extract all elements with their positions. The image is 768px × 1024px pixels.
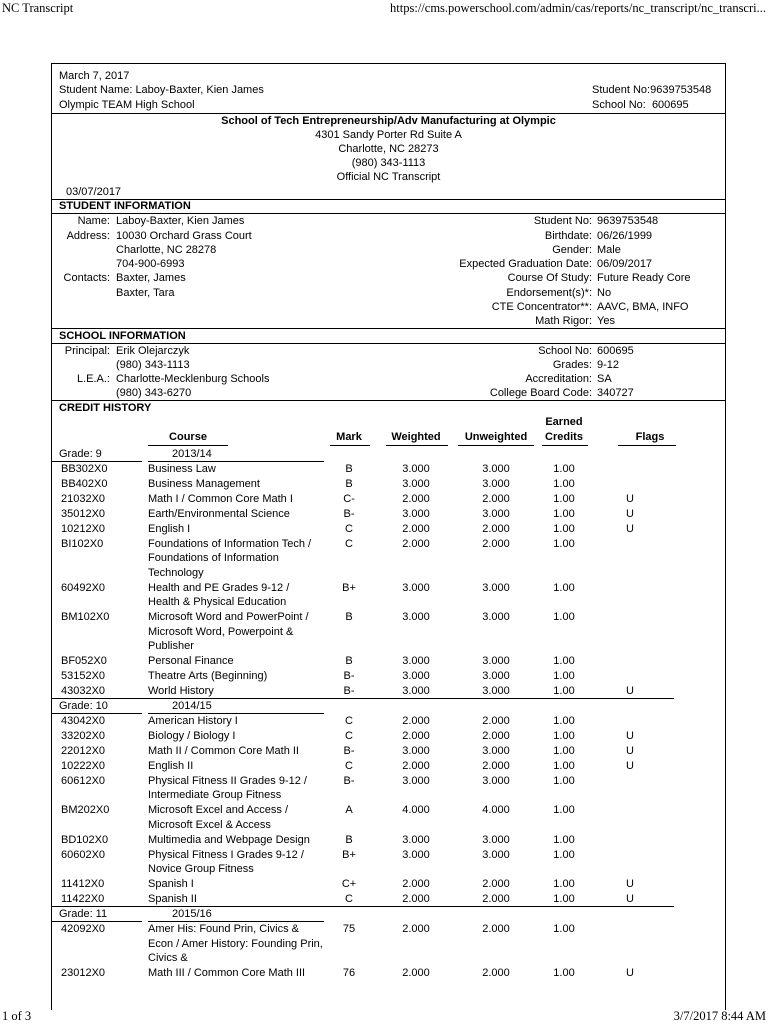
student-name: Laboy-Baxter, Kien James bbox=[116, 215, 245, 227]
course-code: 43042X0 bbox=[61, 715, 106, 727]
document-title: Official NC Transcript bbox=[336, 171, 441, 183]
course-weighted: 3.000 bbox=[402, 833, 430, 846]
col-underline bbox=[542, 445, 588, 446]
course-weighted: 2.000 bbox=[402, 878, 430, 891]
col-underline bbox=[618, 445, 676, 446]
course-flag: U bbox=[626, 730, 634, 742]
print-timestamp: 3/7/2017 8:44 AM bbox=[673, 1009, 766, 1023]
course-credits: 1.00 bbox=[553, 523, 575, 535]
school-info-heading: SCHOOL INFORMATION bbox=[59, 330, 186, 342]
course-name: Math II / Common Core Math II bbox=[148, 745, 299, 757]
course-credits: 1.00 bbox=[553, 655, 575, 667]
math-rigor: Yes bbox=[597, 315, 615, 327]
contact-2: Baxter, Tara bbox=[116, 287, 175, 299]
course-weighted: 4.000 bbox=[402, 804, 430, 817]
course-credits: 1.00 bbox=[553, 611, 575, 624]
course-credits: 1.00 bbox=[553, 848, 575, 861]
print-header bbox=[0, 0, 768, 20]
transcript-sheet bbox=[51, 63, 726, 1010]
label-endorsements: Endorsement(s)*: bbox=[506, 287, 592, 299]
course-code: BB302X0 bbox=[61, 463, 108, 475]
course-name: English II bbox=[148, 760, 194, 772]
college-board-code: 340727 bbox=[597, 387, 634, 399]
course-code: 11422X0 bbox=[61, 893, 105, 906]
course-unweighted: 3.000 bbox=[482, 685, 510, 697]
col-underline bbox=[386, 445, 448, 446]
course-code: 53152X0 bbox=[61, 670, 106, 682]
course-weighted: 2.000 bbox=[402, 923, 430, 936]
lea-phone: (980) 343-6270 bbox=[116, 387, 192, 399]
course-unweighted: 3.000 bbox=[482, 848, 510, 861]
course-name: Theatre Arts (Beginning) bbox=[148, 670, 268, 682]
course-code: 10222X0 bbox=[61, 760, 106, 772]
course-code: BM102X0 bbox=[61, 611, 110, 624]
label-gender: Gender: bbox=[552, 244, 592, 256]
label-cte-concentrator: CTE Concentrator**: bbox=[491, 301, 592, 313]
course-unweighted: 2.000 bbox=[482, 730, 510, 742]
course-mark: 76 bbox=[342, 967, 356, 979]
course-credits: 1.00 bbox=[553, 581, 575, 594]
course-unweighted: 2.000 bbox=[482, 967, 510, 979]
course-code: BM202X0 bbox=[61, 804, 110, 817]
course-unweighted: 3.000 bbox=[482, 463, 510, 475]
course-credits: 1.00 bbox=[553, 893, 575, 906]
course-code: 23012X0 bbox=[61, 967, 106, 979]
school-address-1: 4301 Sandy Porter Rd Suite A bbox=[315, 129, 462, 141]
student-phone: 704-900-6993 bbox=[116, 258, 185, 270]
label-student-no: Student No: bbox=[533, 215, 592, 227]
course-unweighted: 3.000 bbox=[482, 508, 510, 520]
course-code: 60612X0 bbox=[61, 775, 106, 787]
label-accreditation: Accreditation: bbox=[525, 373, 592, 385]
course-credits: 1.00 bbox=[553, 685, 575, 697]
student-no: 9639753548 bbox=[597, 215, 659, 227]
course-weighted: 3.000 bbox=[402, 775, 430, 787]
course-flag: U bbox=[626, 685, 634, 697]
course-mark: A bbox=[345, 804, 353, 817]
grade-end-line bbox=[52, 906, 674, 907]
course-mark: B bbox=[345, 478, 353, 490]
course-unweighted: 3.000 bbox=[482, 745, 510, 757]
course-mark: B+ bbox=[342, 581, 356, 594]
grade-end-line bbox=[52, 698, 674, 699]
transcript-date: 03/07/2017 bbox=[66, 186, 122, 198]
print-footer bbox=[0, 1009, 768, 1024]
course-weighted: 2.000 bbox=[402, 523, 430, 535]
course-credits: 1.00 bbox=[553, 878, 575, 891]
address-line-1: 10030 Orchard Grass Court bbox=[116, 230, 252, 242]
course-code: 42092X0 bbox=[61, 923, 106, 936]
label-name: Name: bbox=[77, 215, 110, 227]
course-weighted: 3.000 bbox=[402, 611, 430, 624]
course-weighted: 2.000 bbox=[402, 493, 430, 505]
course-name: Physical Fitness II Grades 9-12 / Intermediate Group Fitness bbox=[148, 775, 307, 802]
label-school-no: School No: bbox=[538, 345, 592, 357]
course-name: Math III / Common Core Math III bbox=[148, 967, 306, 979]
grade-label: Grade: 9 bbox=[59, 448, 102, 460]
course-weighted: 3.000 bbox=[402, 508, 430, 520]
course-weighted: 3.000 bbox=[402, 478, 430, 490]
course-flag: U bbox=[626, 508, 634, 520]
course-weighted: 3.000 bbox=[402, 745, 430, 757]
course-flag: U bbox=[626, 523, 634, 535]
course-credits: 1.00 bbox=[553, 833, 575, 846]
course-name: Foundations of Information Tech / Foundations of Information Technology bbox=[148, 538, 312, 579]
grade-year: 2015/16 bbox=[172, 908, 212, 921]
course-mark: C bbox=[345, 523, 353, 535]
course-code: 11412X0 bbox=[61, 878, 105, 891]
col-mark: Mark bbox=[336, 431, 362, 443]
col-weighted: Weighted bbox=[391, 431, 441, 443]
course-weighted: 3.000 bbox=[402, 463, 430, 475]
course-of-study: Future Ready Core bbox=[597, 272, 691, 284]
course-unweighted: 3.000 bbox=[482, 655, 510, 667]
course-credits: 1.00 bbox=[553, 478, 575, 490]
course-unweighted: 4.000 bbox=[482, 804, 510, 817]
course-mark: C+ bbox=[341, 878, 357, 891]
contact-1: Baxter, James bbox=[116, 272, 186, 284]
grades: 9-12 bbox=[597, 359, 620, 371]
accreditation: SA bbox=[597, 373, 612, 385]
report-date: March 7, 2017 bbox=[59, 70, 130, 82]
label-grades: Grades: bbox=[552, 359, 592, 371]
course-unweighted: 3.000 bbox=[482, 833, 510, 846]
col-underline bbox=[330, 445, 370, 446]
label-contacts: Contacts: bbox=[63, 272, 110, 284]
course-unweighted: 2.000 bbox=[482, 893, 510, 906]
label-graduation-date: Expected Graduation Date: bbox=[459, 258, 592, 270]
col-underline bbox=[148, 445, 228, 446]
col-flags: Flags bbox=[635, 431, 665, 443]
course-code: 60602X0 bbox=[61, 848, 106, 861]
col-credits: Credits bbox=[545, 431, 583, 443]
course-name: Physical Fitness I Grades 9-12 / Novice Group Fitness bbox=[148, 848, 304, 876]
course-unweighted: 2.000 bbox=[482, 493, 510, 505]
course-weighted: 2.000 bbox=[402, 538, 430, 550]
course-mark: B bbox=[345, 655, 353, 667]
school-phone: (980) 343-1113 bbox=[351, 157, 426, 169]
col-course: Course bbox=[169, 431, 207, 443]
course-credits: 1.00 bbox=[553, 493, 575, 505]
course-name: Amer His: Found Prin, Civics & Econ / Amer History: Founding Prin, Civics & bbox=[148, 923, 323, 964]
label-course-of-study: Course Of Study: bbox=[507, 272, 592, 284]
label-lea: L.E.A.: bbox=[76, 373, 110, 385]
gender: Male bbox=[597, 244, 621, 256]
course-mark: C- bbox=[343, 493, 355, 505]
course-mark: B- bbox=[343, 685, 355, 697]
header-student-no: Student No:9639753548 bbox=[592, 84, 712, 96]
credit-history-heading: CREDIT HISTORY bbox=[59, 402, 152, 414]
course-weighted: 3.000 bbox=[402, 685, 430, 697]
course-credits: 1.00 bbox=[553, 538, 575, 550]
course-unweighted: 2.000 bbox=[482, 538, 510, 550]
course-code: 21032X0 bbox=[61, 493, 106, 505]
course-mark: B+ bbox=[342, 848, 356, 861]
course-flag: U bbox=[626, 878, 634, 891]
label-address: Address: bbox=[66, 230, 110, 242]
cte-concentrator: AAVC, BMA, INFO bbox=[597, 301, 689, 313]
course-unweighted: 2.000 bbox=[482, 878, 510, 891]
course-mark: B- bbox=[343, 745, 355, 757]
grade-year: 2013/14 bbox=[172, 448, 212, 460]
course-code: 10212X0 bbox=[61, 523, 106, 535]
course-code: BD102X0 bbox=[61, 833, 109, 846]
school-name: School of Tech Entrepreneurship/Adv Manufacturing at Olympic bbox=[221, 115, 556, 127]
course-credits: 1.00 bbox=[553, 463, 575, 475]
course-weighted: 2.000 bbox=[402, 760, 430, 772]
course-credits: 1.00 bbox=[553, 745, 575, 757]
course-name: Business Law bbox=[148, 463, 216, 475]
page-title: NC Transcript bbox=[2, 1, 74, 15]
course-flag: U bbox=[626, 493, 634, 505]
course-name: English I bbox=[148, 523, 191, 535]
course-unweighted: 3.000 bbox=[482, 670, 510, 682]
course-mark: B- bbox=[343, 775, 355, 787]
course-unweighted: 3.000 bbox=[482, 611, 510, 624]
course-name: Math I / Common Core Math I bbox=[148, 493, 293, 505]
principal: Erik Olejarczyk bbox=[116, 345, 190, 357]
course-unweighted: 2.000 bbox=[482, 760, 510, 772]
label-principal: Principal: bbox=[64, 345, 110, 357]
course-code: BF052X0 bbox=[61, 655, 107, 667]
course-name: Health and PE Grades 9-12 / Health & Physical Education bbox=[148, 581, 290, 609]
header-school-name: Olympic TEAM High School bbox=[59, 99, 195, 111]
course-weighted: 2.000 bbox=[402, 893, 430, 906]
course-name: Spanish II bbox=[148, 893, 197, 906]
divider bbox=[52, 400, 725, 401]
course-unweighted: 2.000 bbox=[482, 523, 510, 535]
course-mark: C bbox=[345, 760, 353, 772]
course-weighted: 3.000 bbox=[402, 655, 430, 667]
course-flag: U bbox=[626, 967, 634, 979]
lea: Charlotte-Mecklenburg Schools bbox=[116, 373, 270, 385]
course-weighted: 2.000 bbox=[402, 967, 430, 979]
course-flag: U bbox=[626, 745, 634, 757]
course-mark: B bbox=[345, 463, 353, 475]
course-code: 35012X0 bbox=[61, 508, 106, 520]
course-unweighted: 3.000 bbox=[482, 775, 510, 787]
page-url: https://cms.powerschool.com/admin/cas/reports/nc_transcript/nc_transcri... bbox=[390, 1, 766, 15]
course-credits: 1.00 bbox=[553, 923, 575, 936]
course-credits: 1.00 bbox=[553, 715, 575, 727]
course-weighted: 3.000 bbox=[402, 848, 430, 861]
course-code: BB402X0 bbox=[61, 478, 108, 490]
course-mark: C bbox=[345, 715, 353, 727]
course-name: American History I bbox=[148, 715, 238, 727]
course-weighted: 2.000 bbox=[402, 715, 430, 727]
school-no: 600695 bbox=[597, 345, 634, 357]
header-school-no: School No: 600695 bbox=[592, 99, 689, 111]
course-credits: 1.00 bbox=[553, 967, 575, 979]
course-mark: C bbox=[345, 538, 353, 550]
header-student-name: Student Name: Laboy-Baxter, Kien James bbox=[59, 84, 264, 96]
course-mark: 75 bbox=[342, 923, 356, 936]
col-earned: Earned bbox=[545, 416, 583, 428]
course-name: Multimedia and Webpage Design bbox=[148, 833, 310, 846]
course-name: Personal Finance bbox=[148, 655, 234, 667]
address-line-2: Charlotte, NC 28278 bbox=[116, 244, 217, 256]
course-name: Spanish I bbox=[148, 878, 194, 891]
principal-phone: (980) 343-1113 bbox=[116, 359, 190, 371]
course-code: 43032X0 bbox=[61, 685, 106, 697]
course-name: Biology / Biology I bbox=[148, 730, 236, 742]
col-underline bbox=[458, 445, 534, 446]
course-weighted: 2.000 bbox=[402, 730, 430, 742]
birthdate: 06/26/1999 bbox=[597, 230, 653, 242]
course-code: 33202X0 bbox=[61, 730, 106, 742]
course-unweighted: 2.000 bbox=[482, 923, 510, 936]
course-name: World History bbox=[148, 685, 214, 697]
course-unweighted: 3.000 bbox=[482, 478, 510, 490]
course-code: 60492X0 bbox=[61, 581, 106, 594]
course-mark: B- bbox=[343, 670, 355, 682]
course-name: Business Management bbox=[148, 478, 260, 490]
course-unweighted: 3.000 bbox=[482, 581, 510, 594]
course-weighted: 3.000 bbox=[402, 581, 430, 594]
student-info-heading: STUDENT INFORMATION bbox=[59, 200, 191, 212]
course-code: 22012X0 bbox=[61, 745, 106, 757]
label-math-rigor: Math Rigor: bbox=[535, 315, 592, 327]
course-unweighted: 2.000 bbox=[482, 715, 510, 727]
course-credits: 1.00 bbox=[553, 670, 575, 682]
course-flag: U bbox=[626, 893, 634, 906]
course-mark: B- bbox=[343, 508, 355, 520]
course-credits: 1.00 bbox=[553, 730, 575, 742]
course-credits: 1.00 bbox=[553, 508, 575, 520]
course-mark: C bbox=[345, 730, 353, 742]
course-name: Earth/Environmental Science bbox=[148, 508, 290, 520]
course-mark: C bbox=[345, 893, 353, 906]
course-name: Microsoft Excel and Access / Microsoft Excel & Access bbox=[148, 804, 288, 831]
course-credits: 1.00 bbox=[553, 775, 575, 787]
course-mark: B bbox=[345, 611, 353, 624]
course-code: BI102X0 bbox=[61, 538, 104, 550]
grade-label: Grade: 10 bbox=[59, 700, 108, 712]
graduation-date: 06/09/2017 bbox=[597, 258, 653, 270]
label-birthdate: Birthdate: bbox=[544, 230, 592, 242]
school-address-2: Charlotte, NC 28273 bbox=[338, 143, 439, 155]
col-unweighted: Unweighted bbox=[464, 431, 528, 443]
course-flag: U bbox=[626, 760, 634, 772]
course-weighted: 3.000 bbox=[402, 670, 430, 682]
course-name: Microsoft Word and PowerPoint / Microsoft Word, Powerpoint & Publisher bbox=[148, 611, 309, 652]
endorsements: No bbox=[597, 287, 612, 299]
page-number: 1 of 3 bbox=[2, 1009, 32, 1023]
course-credits: 1.00 bbox=[553, 760, 575, 772]
course-credits: 1.00 bbox=[553, 804, 575, 817]
grade-year: 2014/15 bbox=[172, 700, 212, 712]
label-college-board-code: College Board Code: bbox=[489, 387, 592, 399]
grade-label: Grade: 11 bbox=[59, 908, 108, 921]
course-mark: B bbox=[345, 833, 353, 846]
